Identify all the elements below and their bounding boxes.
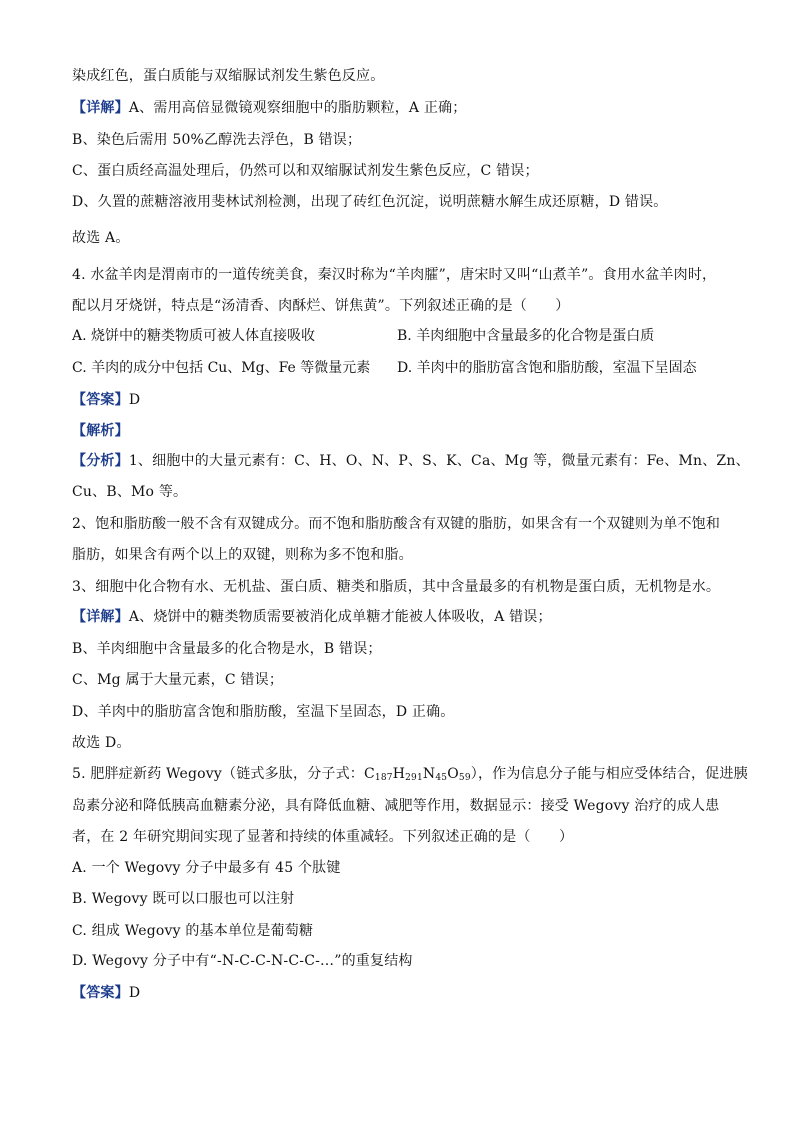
q4-option-d: D. 羊肉中的脂肪富含饱和脂肪酸，室温下呈固态: [397, 360, 697, 376]
q5-option-b: B. Wegovy 既可以口服也可以注射: [72, 891, 295, 907]
answer-tag: 【答案】: [72, 392, 129, 408]
detail-tag: 【详解】: [72, 609, 129, 625]
answer-line: [72, 983, 140, 1003]
detail-text: A、烧饼中的糖类物质需要被消化成单糖才能被人体吸收，A 错误；: [128, 609, 552, 625]
text-line: 脂肪，如果含有两个以上的双键，则称为多不饱和脂。: [72, 547, 413, 563]
answer-tag: 【答案】: [72, 985, 129, 1001]
question-5-stem-cont: 岛素分泌和降低胰高血糖素分泌，具有降低血糖、减肥等作用，数据显示：接受 Wegovy 治疗的成人患: [72, 798, 720, 814]
q4-option-c: C. 羊肉的成分中包括 Cu、Mg、Fe 等微量元素: [72, 360, 371, 376]
text-line: 故选 A。: [72, 230, 130, 246]
text-line: Cu、B、Mo 等。: [72, 484, 188, 500]
detail-line: [72, 607, 552, 627]
text-line: C、Mg 属于大量元素，C 错误；: [72, 672, 284, 688]
q5-option-a: A. 一个 Wegovy 分子中最多有 45 个肽键: [72, 860, 341, 876]
question-5-stem-cont: 者，在 2 年研究期间实现了显著和持续的体重减轻。下列叙述正确的是（ ）: [72, 829, 574, 845]
text-line: D、久置的蔗糖溶液用斐林试剂检测，出现了砖红色沉淀，说明蔗糖水解生成还原糖，D 错误。: [72, 194, 668, 210]
q4-option-a: A. 烧饼中的糖类物质可被人体直接吸收: [72, 328, 316, 344]
answer-line: [72, 390, 140, 410]
detail-tag: 【详解】: [72, 100, 129, 116]
text-line: 2、饱和脂肪酸一般不含有双键成分。而不饱和脂肪酸含有双键的脂肪，如果含有一个双键则为单不饱和: [72, 516, 721, 532]
fenxi-line: [72, 451, 750, 471]
text-line: 染成红色，蛋白质能与双缩脲试剂发生紫色反应。: [72, 68, 385, 84]
answer-value: D: [128, 985, 141, 1001]
question-5-stem: [72, 764, 748, 784]
text-line: 故选 D。: [72, 735, 131, 751]
fenxi-tag: 【分析】: [72, 453, 129, 469]
fenxi-text: 1、细胞中的大量元素有：C、H、O、N、P、S、K、Ca、Mg 等，微量元素有：Fe、Mn、Zn、: [128, 453, 750, 469]
text-line: C、蛋白质经高温处理后，仍然可以和双缩脲试剂发生紫色反应，C 错误；: [72, 163, 539, 179]
text-line: B、羊肉细胞中含量最多的化合物是水，B 错误；: [72, 641, 382, 657]
detail-line: [72, 98, 466, 118]
question-4-stem-cont: 配以月牙烧饼，特点是“汤清香、肉酥烂、饼焦黄”。下列叙述正确的是（ ）: [72, 298, 570, 314]
text-line: B、染色后需用 50%乙醇洗去浮色，B 错误；: [72, 132, 362, 148]
q4-option-b: B. 羊肉细胞中含量最多的化合物是蛋白质: [397, 328, 655, 344]
analysis-tag: 【解析】: [72, 423, 129, 439]
q5-stem-pre: 5. 肥胖症新药 Wegovy（链式多肽，分子式：: [72, 766, 364, 782]
question-4-stem: 4. 水盆羊肉是渭南市的一道传统美食，秦汉时称为“羊肉臛”，唐宋时又叫“山煮羊”。食用水盆羊肉时，: [72, 267, 717, 283]
q5-option-d: D. Wegovy 分子中有“-N-C-C-N-C-C-…”的重复结构: [72, 953, 413, 969]
analysis-line: [72, 421, 129, 441]
q5-stem-post: ），作为信息分子能与相应受体结合，促进胰: [470, 766, 748, 782]
detail-text: A、需用高倍显微镜观察细胞中的脂肪颗粒，A 正确；: [128, 100, 467, 116]
text-line: 3、细胞中化合物有水、无机盐、蛋白质、糖类和脂质，其中含量最多的有机物是蛋白质，无机物是水。: [72, 579, 721, 595]
molecular-formula: $C_{187}H_{291}N_{45}O_{59}$: [364, 766, 471, 783]
answer-value: D: [128, 392, 141, 408]
text-line: D、羊肉中的脂肪富含饱和脂肪酸，室温下呈固态，D 正确。: [72, 704, 455, 720]
q5-option-c: C. 组成 Wegovy 的基本单位是葡萄糖: [72, 923, 314, 939]
